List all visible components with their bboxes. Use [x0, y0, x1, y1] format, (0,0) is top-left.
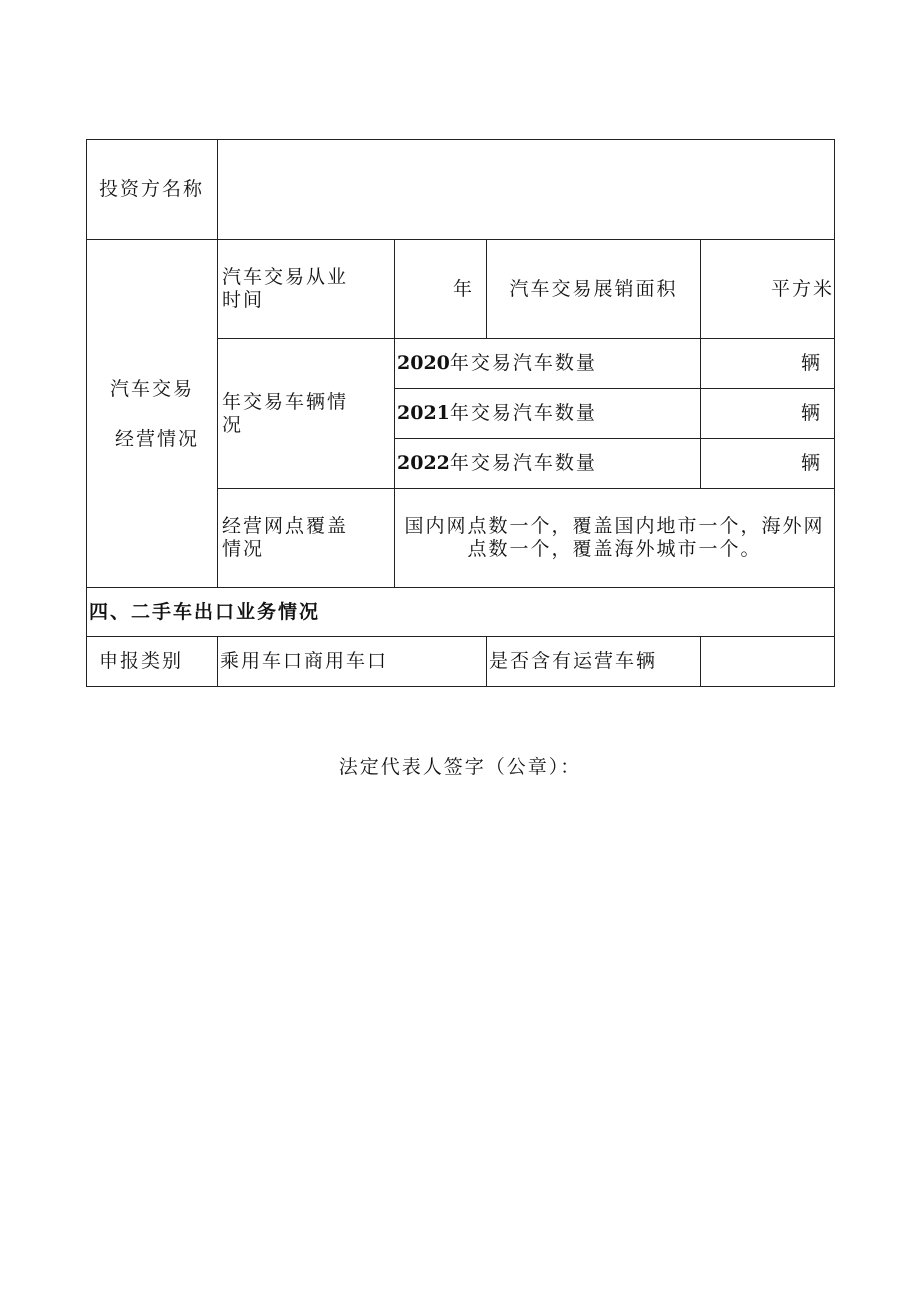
operation-label-line2: 经营情况 — [114, 427, 199, 450]
annual-count-label-2020 — [395, 339, 701, 389]
operation-label-line1: 汽车交易 — [109, 377, 194, 400]
annual-count-text-2022: 年交易汽车数量 — [449, 452, 597, 475]
annual-trade-label-line1: 年交易车辆情 — [222, 390, 349, 413]
trade-years-label-line1: 汽车交易从业 — [222, 266, 349, 289]
trade-years-value-field[interactable] — [395, 240, 487, 339]
investor-label: 投资方名称 — [87, 140, 218, 240]
network-label — [218, 489, 395, 588]
trade-years-row — [87, 240, 835, 339]
year-2020: 2020 — [397, 352, 450, 375]
trade-years-label — [218, 240, 395, 339]
display-area-label: 汽车交易展销面积 — [487, 240, 701, 339]
investor-row — [87, 140, 835, 240]
network-coverage-text[interactable] — [395, 489, 835, 588]
annual-count-value-2022[interactable] — [701, 439, 835, 489]
investor-value-field[interactable] — [218, 140, 835, 240]
display-area-unit: 平方米 — [770, 277, 834, 300]
annual-count-text-2021: 年交易汽车数量 — [449, 402, 597, 425]
vehicle-unit-2021: 辆 — [800, 402, 822, 425]
display-area-value-field[interactable] — [701, 240, 835, 339]
vehicle-unit-2020: 辆 — [800, 352, 822, 375]
vehicle-unit-2022: 辆 — [800, 452, 822, 475]
trade-years-label-line2: 时间 — [222, 289, 265, 311]
operating-vehicle-label: 是否含有运营车辆 — [487, 637, 701, 687]
legal-representative-signature: 法定代表人签字（公章）： — [338, 756, 582, 778]
annual-count-value-2020[interactable] — [701, 339, 835, 389]
year-2021: 2021 — [397, 402, 450, 425]
operation-label-cell — [87, 240, 218, 588]
network-text-line1: 国内网点数一个，覆盖国内地市一个，海外网 — [404, 515, 825, 538]
section-row — [87, 588, 835, 637]
annual-count-text-2020: 年交易汽车数量 — [449, 352, 597, 375]
annual-trade-label — [218, 339, 395, 489]
declare-row — [87, 637, 835, 687]
declare-category-label: 申报类别 — [87, 637, 218, 687]
annual-count-value-2021[interactable] — [701, 389, 835, 439]
year-2022: 2022 — [397, 452, 450, 475]
trade-years-unit: 年 — [452, 277, 474, 300]
network-text-line2: 点数一个，覆盖海外城市一个。 — [467, 538, 762, 560]
annual-count-label-2021 — [395, 389, 701, 439]
network-label-line2: 情况 — [222, 538, 265, 560]
operating-vehicle-field[interactable] — [701, 637, 835, 687]
network-label-line1: 经营网点覆盖 — [222, 515, 349, 538]
section-title: 四、二手车出口业务情况 — [87, 588, 835, 637]
application-form-table — [86, 139, 835, 687]
annual-count-label-2022 — [395, 439, 701, 489]
declare-category-options[interactable]: 乘用车口商用车口 — [218, 637, 487, 687]
annual-trade-label-line2: 况 — [222, 413, 244, 436]
